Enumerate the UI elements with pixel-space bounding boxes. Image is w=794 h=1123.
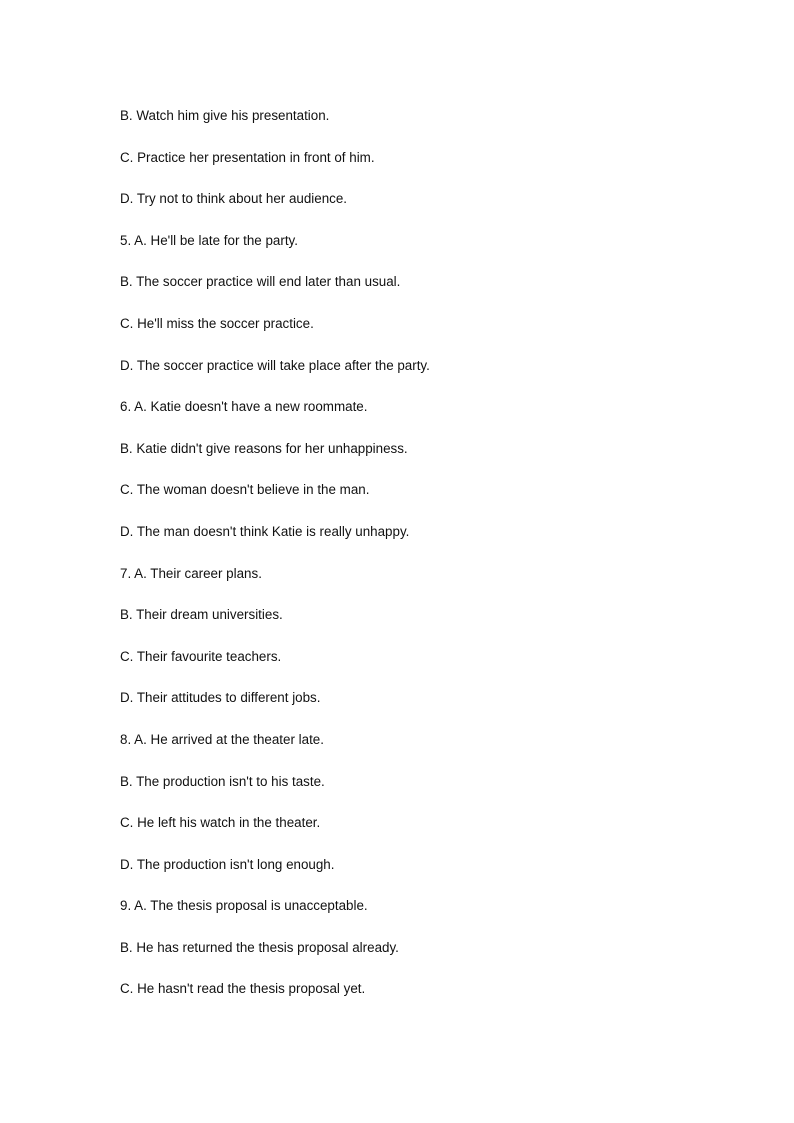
option-line: B. The soccer practice will end later than usual.: [120, 274, 401, 290]
option-line: B. Watch him give his presentation.: [120, 108, 330, 123]
question-line: 5. A. He'll be late for the party.: [120, 232, 298, 248]
option-line: B. Katie didn't give reasons for her unhappiness.: [120, 440, 408, 456]
option-line: C. The woman doesn't believe in the man.: [120, 482, 370, 498]
question-line: 7. A. Their career plans.: [120, 565, 262, 581]
option-line: B. Their dream universities.: [120, 607, 283, 623]
option-line: C. He left his watch in the theater.: [120, 815, 321, 831]
question-options-list: [120, 107, 430, 1022]
option-line: C. Their favourite teachers.: [120, 648, 282, 664]
question-line: 8. A. He arrived at the theater late.: [120, 731, 324, 747]
option-line: D. Try not to think about her audience.: [120, 191, 348, 207]
option-line: B. He has returned the thesis proposal already.: [120, 939, 399, 955]
option-line: D. Their attitudes to different jobs.: [120, 690, 321, 706]
option-line: C. He'll miss the soccer practice.: [120, 315, 314, 331]
question-line: 6. A. Katie doesn't have a new roommate.: [120, 399, 368, 415]
option-line: D. The production isn't long enough.: [120, 856, 335, 872]
option-line: B. The production isn't to his taste.: [120, 773, 325, 789]
option-line: D. The soccer practice will take place after the party.: [120, 357, 430, 373]
option-line: D. The man doesn't think Katie is really unhappy.: [120, 523, 410, 539]
option-line: C. He hasn't read the thesis proposal yet.: [120, 981, 366, 997]
question-line: 9. A. The thesis proposal is unacceptable.: [120, 898, 368, 914]
option-line: C. Practice her presentation in front of him.: [120, 149, 375, 165]
